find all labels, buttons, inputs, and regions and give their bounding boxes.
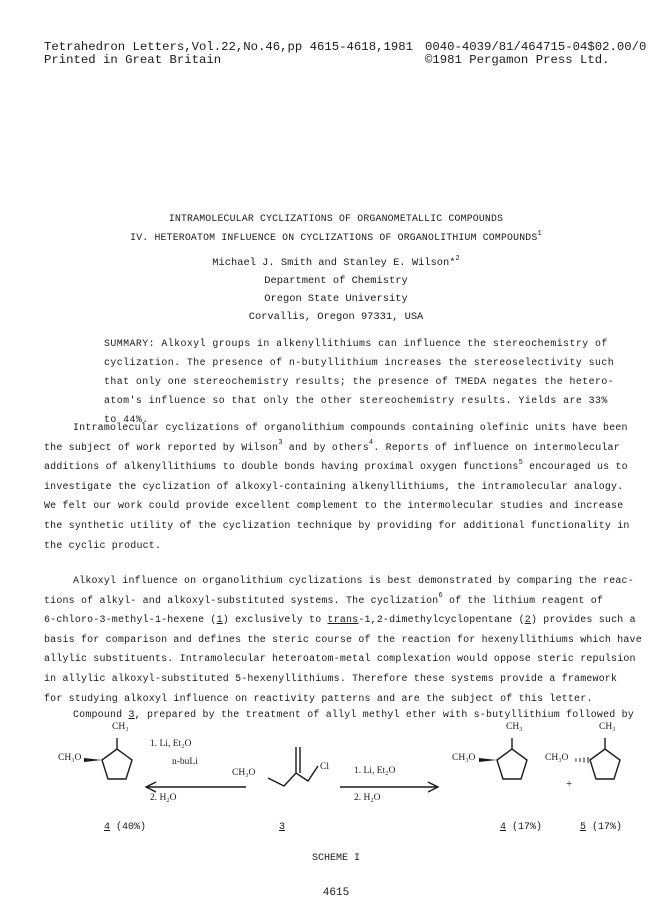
scheme-caption: SCHEME I	[311, 853, 360, 864]
summary	[104, 334, 615, 429]
summary-line: cyclization. The presence of n-butyllithium increases the stereoselectivity such	[104, 357, 615, 368]
title-line-1: INTRAMOLECULAR CYCLIZATIONS OF ORGANOMETALLIC COMPOUNDS	[168, 213, 504, 224]
ring-product-4-left	[102, 749, 132, 779]
ring-product-5	[590, 749, 620, 779]
summary-line: atom's influence so that only the other stereochemistry results. Yields are 33%	[104, 395, 608, 406]
ch3-label: CH₃	[506, 722, 523, 732]
author-city: Corvallis, Oregon 97331, USA	[248, 311, 424, 323]
left-condition-2: n-buLi	[172, 757, 198, 767]
ch3-label: CH₃	[599, 722, 616, 732]
summary-line: SUMMARY: Alkoxyl groups in alkenyllithiums can influence the stereochemistry of	[104, 338, 608, 349]
product-4-right-label: 4 (17%)	[500, 822, 543, 833]
paragraph-compound: Compound 3, prepared by the treatment of allyl methyl ether with s-butyllithium followed by	[73, 709, 634, 720]
author-names: Michael J. Smith and Stanley E. Wilson*$^2$	[212, 254, 460, 269]
copyright: ©1981 Pergamon Press Ltd.	[425, 53, 610, 67]
journal-code: 0040-4039/81/464715-04$02.00/0	[425, 40, 647, 54]
summary-line: that only one stereochemistry results; the presence of TMEDA negates the hetero-	[104, 376, 615, 387]
chain-compound-3	[268, 766, 318, 786]
ch3o-label: CH₃O	[545, 753, 569, 763]
left-condition-3: 2. H₂O	[150, 793, 177, 803]
title-line-2: IV. HETEROATOM INFLUENCE ON CYCLIZATIONS OF ORGANOLITHIUM COMPOUNDS$^1$	[130, 229, 542, 243]
wedge-bond	[479, 758, 497, 762]
chloro-label: Cl	[320, 762, 329, 772]
ring-product-4-right	[497, 749, 527, 779]
summary-line: to 44%.	[104, 414, 149, 425]
right-condition-1: 1. Li, Et₂O	[354, 766, 396, 776]
ch3o-label: CH₃O	[452, 753, 476, 763]
ch3o-label: CH₃O	[232, 768, 256, 778]
footnote-ref: 1	[537, 229, 542, 238]
compound-3-label: 3	[279, 822, 286, 833]
left-condition-1: 1. Li, Et₂O	[150, 739, 192, 749]
product-4-left-label: 4 (40%)	[104, 822, 147, 833]
footnote-ref: 2	[455, 254, 460, 263]
author-dept: Department of Chemistry	[264, 275, 408, 287]
ch3-label: CH₃	[112, 722, 129, 732]
paragraph-alkoxyl: Alkoxyl influence on organolithium cyclizations is best demonstrated by comparing the reac- tions of alkyl- and alkoxyl-substituted systems. The cyclization$^6$ of the lithium reagent of 6-chloro-3-methyl-1-hexene (1) exclusively to trans-1,2-dimethylcyclopentane (2) provides such a basis for comparison and defines the steric course of the reaction for hexenyllithiums which have allylic substituents. Intramolecular heteroatom-metal complexation would oppose steric repulsion in allylic alkoxyl-substituted 5-hexenyllithiums. Therefore these systems provide a framework for studying alkoxyl influence on reactivity patterns and are the subject of this letter.	[44, 575, 642, 704]
journal-citation: Tetrahedron Letters,Vol.22,No.46,pp 4615-4618,1981	[44, 40, 413, 54]
printed-in: Printed in Great Britain	[44, 53, 222, 67]
right-condition-2: 2. H₂O	[354, 793, 381, 803]
wedge-bond	[84, 758, 102, 762]
hash-bond	[576, 757, 588, 763]
page-number: 4615	[322, 887, 350, 899]
ch3o-label: CH₃O	[58, 753, 82, 763]
paragraph-intro: Intramolecular cyclizations of organolithium compounds containing olefinic units have been the subject of work reported by Wilson$^3$ and by others$^4$. Reports of influence on intermolecular additions of alkenyllithiums to double bonds having proximal oxygen functions$^5$ encouraged us to investigate the cyclization of alkoxyl-containing alkenyllithiums, the intramolecular analogy. We felt our work could provide excellent complement to the intermolecular studies and increase the synthetic utility of the cyclization technique by providing for additional functionality in the cyclic product.	[44, 422, 630, 551]
author-univ: Oregon State University	[264, 293, 408, 305]
product-5-label: 5 (17%)	[580, 822, 623, 833]
plus-sign: +	[566, 778, 573, 790]
